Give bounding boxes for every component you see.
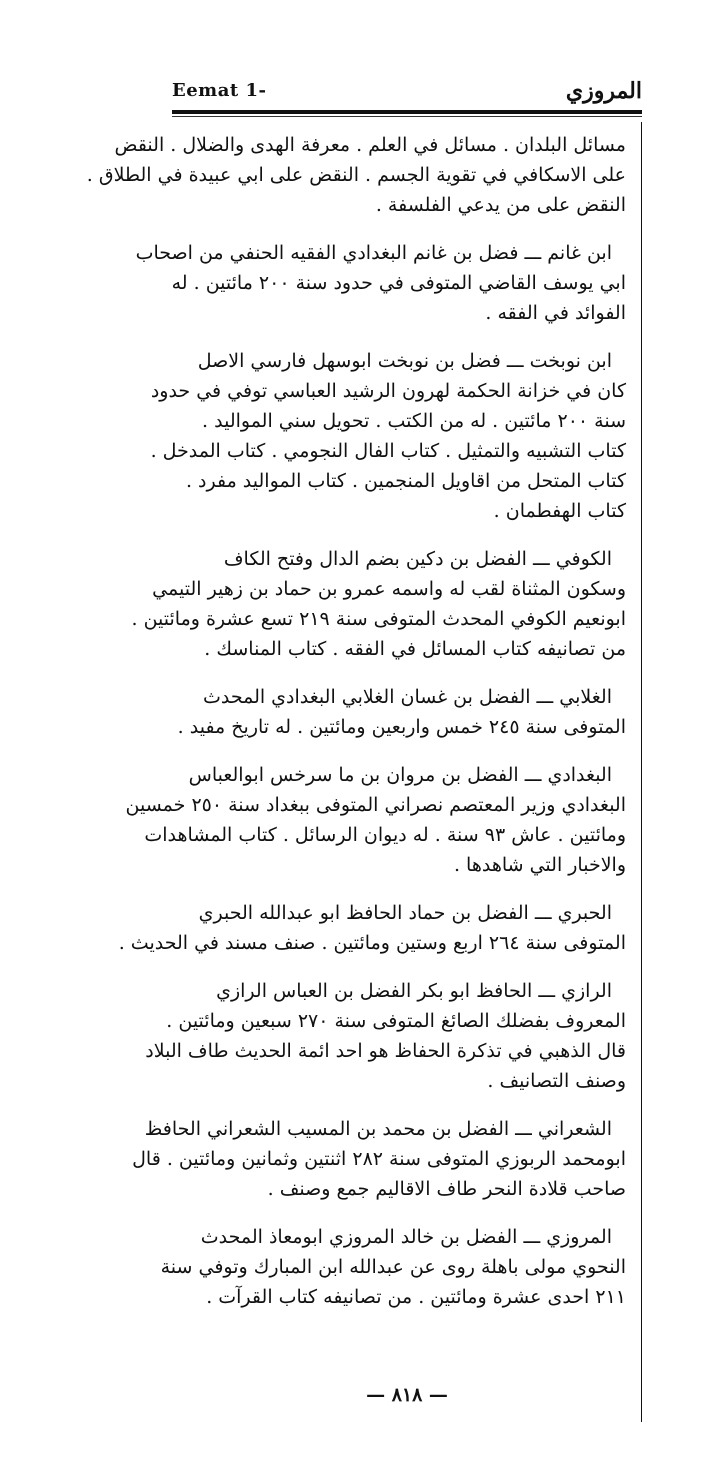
text-line: وصنف التصانيف . — [487, 1070, 626, 1092]
text-line: ابونعيم الكوفي المحدث المتوفى سنة ٢١٩ تسع عشرة ومائتين . — [131, 608, 626, 630]
text-line: كتاب التشبيه والتمثيل . كتاب الفال النجومي . كتاب المدخل . — [150, 440, 626, 462]
text-line: ابن نوبخت ـــ فضل بن نوبخت ابوسهل فارسي الاصل — [197, 350, 612, 372]
running-head-code: Eemat 1- — [172, 80, 267, 101]
entry-paragraph — [131, 544, 626, 664]
page-number: — ٨١٨ — — [366, 1384, 448, 1406]
body-text — [86, 130, 626, 1330]
text-line: ومائتين . عاش ٩٣ سنة . له ديوان الرسائل . كتاب المشاهدات — [144, 824, 626, 846]
text-line: الرازي ـــ الحافظ ابو بكر الفضل بن العباس الرازي — [216, 980, 612, 1002]
running-header — [172, 78, 642, 106]
text-line: وسكون المثناة لقب له واسمه عمرو بن حماد بن زهير التيمي — [152, 578, 626, 600]
entry-paragraph — [135, 238, 626, 328]
text-line: الكوفي ـــ الفضل بن دكين بضم الدال وفتح الكاف — [223, 548, 612, 570]
entry-paragraph — [125, 760, 626, 880]
text-line: قال الذهبي في تذكرة الحفاظ هو احد ائمة الحديث طاف البلاد — [145, 1040, 626, 1062]
running-head-title: المروزي — [565, 78, 642, 104]
text-line: البغدادي ـــ الفضل بن مروان بن ما سرخس ابوالعباس — [188, 764, 612, 786]
text-line: على الاسكافي في تقوية الجسم . النقض على ابي عبيدة في الطلاق . — [86, 164, 626, 186]
header-rule — [172, 110, 642, 114]
text-line: كتاب المتحل من اقاويل المنجمين . كتاب المواليد مفرد . — [185, 470, 626, 492]
entry-paragraph — [86, 130, 626, 220]
text-line: المروزي ـــ الفضل بن خالد المروزي ابومعاذ المحدث — [200, 1226, 612, 1248]
entry-paragraph — [160, 1222, 626, 1312]
text-line: المتوفى سنة ٢٦٤ اربع وستين ومائتين . صنف مسند في الحديث . — [118, 932, 626, 954]
entry-paragraph — [118, 898, 626, 958]
entry-paragraph — [145, 976, 626, 1096]
text-line: صاحب قلادة النحر طاف الاقاليم جمع وصنف . — [267, 1178, 626, 1200]
text-line: ٢١١ احدى عشرة ومائتين . من تصانيفه كتاب القرآت . — [206, 1286, 626, 1308]
entry-paragraph — [150, 346, 626, 526]
entry-paragraph — [132, 1114, 626, 1204]
text-line: المتوفى سنة ٢٤٥ خمس واربعين ومائتين . له تاريخ مفيد . — [177, 716, 626, 738]
text-line: الفوائد في الفقه . — [485, 302, 626, 324]
text-line: الغلابي ـــ الفضل بن غسان الغلابي البغدادي المحدث — [202, 686, 612, 708]
header-rule-thin — [172, 116, 642, 117]
text-line: من تصانيفه كتاب المسائل في الفقه . كتاب المناسك . — [204, 638, 626, 660]
text-line: ابن غانم ـــ فضل بن غانم البغدادي الفقيه الحنفي من اصحاب — [135, 242, 612, 264]
text-line: كان في خزانة الحكمة لهرون الرشيد العباسي توفي في حدود — [150, 380, 626, 402]
text-line: المعروف بفضلك الصائغ المتوفى سنة ٢٧٠ سبعين ومائتين . — [166, 1010, 626, 1032]
book-page — [86, 78, 642, 1428]
text-line: مسائل البلدان . مسائل في العلم . معرفة الهدى والضلال . النقض — [114, 134, 626, 156]
text-line: كتاب الهفطمان . — [493, 500, 626, 522]
text-line: الحبري ـــ الفضل بن حماد الحافظ ابو عبدالله الحبري — [198, 902, 612, 924]
text-line: النقض على من يدعي الفلسفة . — [375, 194, 626, 216]
text-line: النحوي مولى باهلة روى عن عبدالله ابن المبارك وتوفي سنة — [160, 1256, 626, 1278]
text-line: ابومحمد الربوزي المتوفى سنة ٢٨٢ اثنتين وثمانين ومائتين . قال — [132, 1148, 626, 1170]
text-line: الشعراني ـــ الفضل بن محمد بن المسيب الشعراني الحافظ — [144, 1118, 612, 1140]
entry-paragraph — [176, 682, 626, 742]
text-line: سنة ٢٠٠ مائتين . له من الكتب . تحويل سني المواليد . — [202, 410, 626, 432]
text-line: البغدادي وزير المعتصم نصراني المتوفى ببغداد سنة ٢٥٠ خمسين — [125, 794, 626, 816]
text-line: والاخبار التي شاهدها . — [453, 854, 626, 876]
margin-line — [641, 122, 643, 1422]
text-line: ابي يوسف القاضي المتوفى في حدود سنة ٢٠٠ مائتين . له — [171, 272, 626, 294]
